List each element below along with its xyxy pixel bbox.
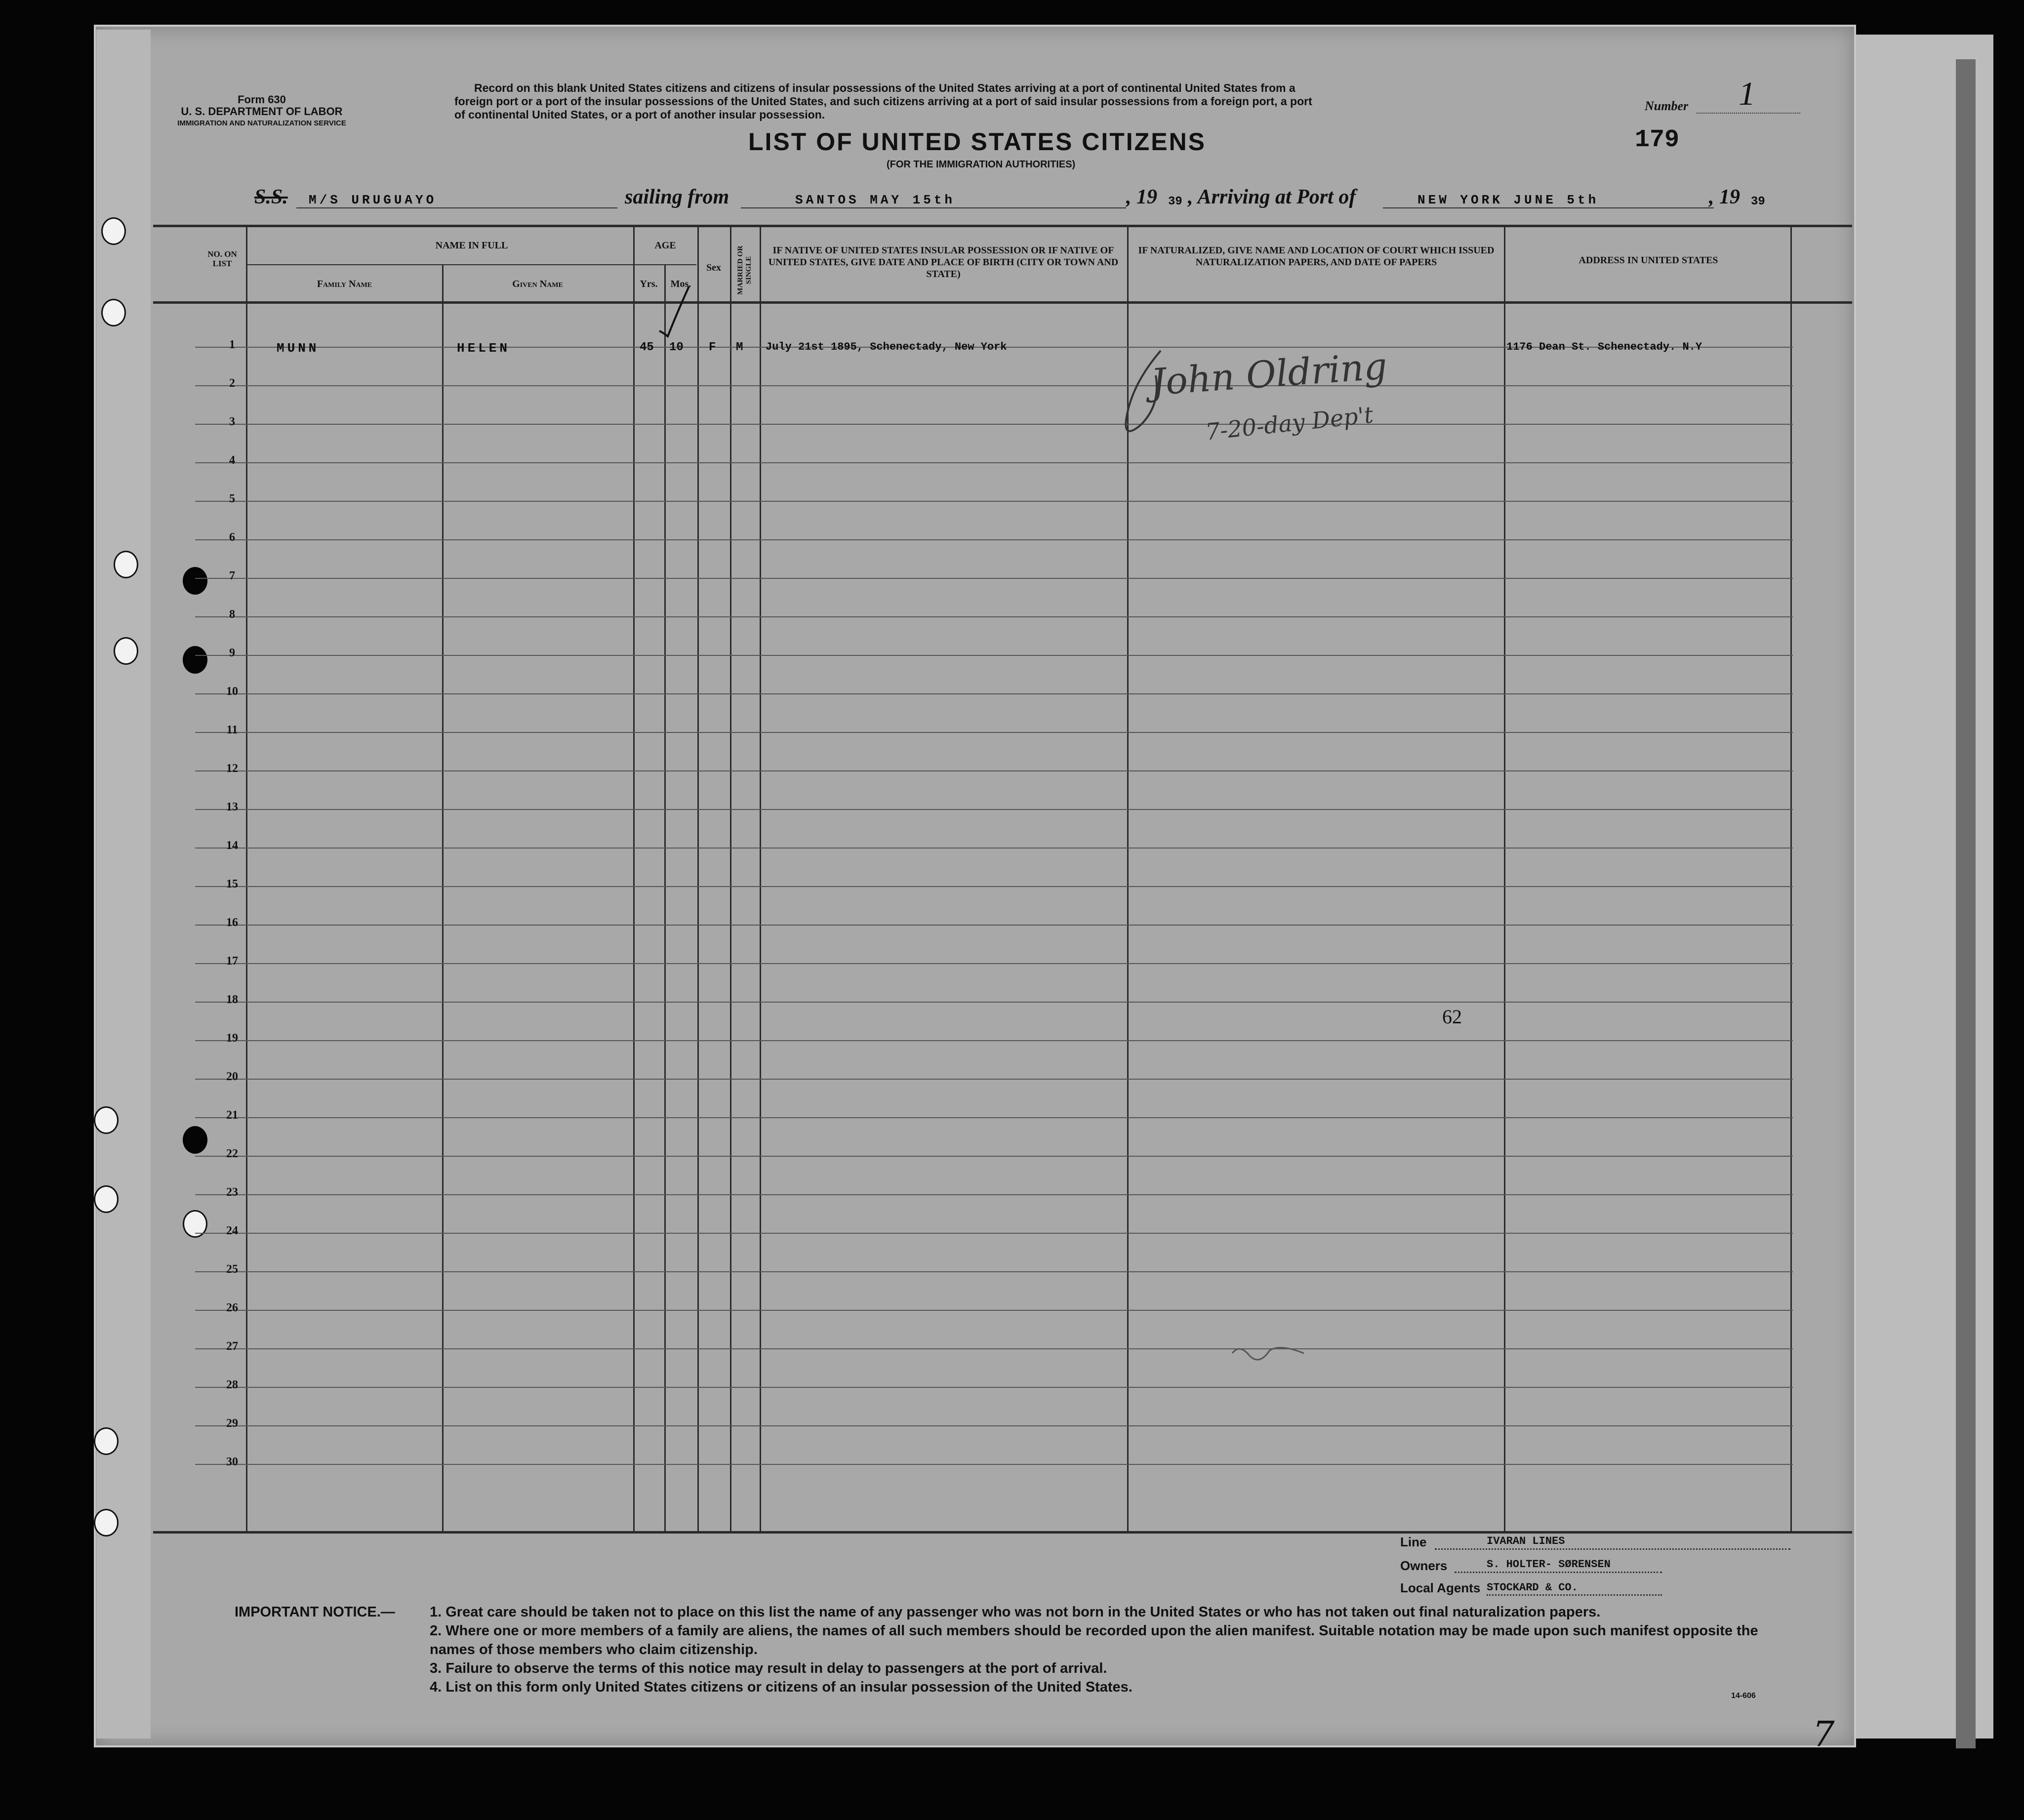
- line-label: Line: [1400, 1535, 1427, 1549]
- punch-hole: [183, 1126, 207, 1154]
- row-rule: [195, 1156, 1793, 1157]
- sailing-from: SANTOS MAY 15th: [795, 193, 956, 207]
- year-1: 39: [1168, 195, 1182, 208]
- col-head-birth: IF NATIVE OF UNITED STATES INSULAR POSSESSION OR IF NATIVE OF UNITED STATES, GIVE DATE AND PLACE OF BIRTH (CITY OR TOWN AND STATE): [768, 245, 1119, 280]
- row-number: 8: [229, 608, 235, 621]
- punch-hole: [94, 1106, 119, 1134]
- col-divider: [1504, 225, 1505, 1534]
- row-number: 10: [226, 685, 238, 698]
- notice-item: 4. List on this form only United States citizens or citizens of an insular possession of the United States.: [430, 1679, 1133, 1695]
- number-label: Number: [1645, 99, 1689, 113]
- row-rule: [195, 1194, 1793, 1195]
- row-rule: [195, 1002, 1793, 1003]
- row-number: 4: [229, 454, 235, 467]
- row-number: 19: [226, 1032, 238, 1045]
- row-rule: [195, 1040, 1793, 1041]
- row-number: 26: [226, 1301, 238, 1314]
- row-number: 27: [226, 1340, 238, 1353]
- owners-value: S. HOLTER- SØRENSEN: [1487, 1558, 1611, 1571]
- punch-hole: [114, 637, 138, 665]
- sailing-label: sailing from: [625, 186, 729, 208]
- row-rule: [195, 809, 1793, 810]
- col-head-age: AGE: [654, 240, 676, 251]
- row-number: 20: [226, 1070, 238, 1083]
- notice-item: 1. Great care should be taken not to place on this list the name of any passenger who was not born in the United States or who has not taken out final naturalization papers.: [430, 1604, 1601, 1620]
- check-mark-icon: [657, 284, 691, 338]
- col-divider: [633, 225, 635, 1534]
- punch-hole: [101, 299, 126, 326]
- row-number: 5: [229, 492, 235, 505]
- row-rule: [195, 424, 1793, 425]
- handwritten-signature: John Oldring: [1149, 345, 1389, 404]
- punch-hole: [183, 567, 207, 595]
- sheet-number: 179: [1635, 126, 1680, 154]
- owners-dots: [1455, 1572, 1662, 1573]
- form-agency-block: [158, 94, 365, 129]
- year-prefix-2: , 19: [1709, 186, 1740, 208]
- row-number: 13: [226, 801, 238, 813]
- punch-hole: [94, 1427, 119, 1455]
- cell-age-yrs: 45: [640, 341, 654, 354]
- cell-age-mos: 10: [669, 341, 684, 354]
- row-number: 9: [229, 647, 235, 659]
- intro-line: Record on this blank United States citizens and citizens of insular possessions of the United States arriving at a port of continental United States from a: [474, 81, 1295, 94]
- line-value: IVARAN LINES: [1487, 1535, 1565, 1547]
- row-number: 25: [226, 1263, 238, 1276]
- row-number: 18: [226, 993, 238, 1006]
- form-instructions: [454, 81, 1561, 121]
- header-bottom-border: [153, 301, 1852, 304]
- col-divider: [697, 225, 699, 1534]
- row-rule: [195, 1387, 1793, 1388]
- agents-label: Local Agents: [1400, 1580, 1481, 1595]
- row-rule: [195, 1310, 1793, 1311]
- row-number: 24: [226, 1224, 238, 1237]
- col-divider: [442, 264, 444, 1534]
- table-bottom-border: [153, 1531, 1852, 1534]
- col-divider: [1790, 225, 1792, 1534]
- row-rule: [195, 693, 1793, 694]
- form-subtitle: (FOR THE IMMIGRATION AUTHORITIES): [887, 159, 1076, 170]
- row-rule: [195, 462, 1793, 463]
- col-divider: [730, 225, 731, 1534]
- row-rule: [195, 1117, 1793, 1118]
- row-number: 30: [226, 1456, 238, 1468]
- row-number: 15: [226, 878, 238, 890]
- form-number: Form 630: [238, 93, 286, 106]
- row-rule: [195, 732, 1793, 733]
- notice-item: 3. Failure to observe the terms of this notice may result in delay to passengers at the port of arrival.: [430, 1660, 1107, 1676]
- ship-name: M/S URUGUAYO: [309, 193, 437, 207]
- row-rule: [195, 1233, 1793, 1234]
- intro-line: of continental United States, or a port of another insular possession.: [454, 108, 825, 121]
- row-rule: [195, 1271, 1793, 1272]
- cell-married: M: [736, 341, 743, 354]
- col-head-married: MARRIED OR SINGLE: [736, 245, 753, 295]
- row-number: 6: [229, 531, 235, 544]
- col-divider: [760, 225, 761, 1534]
- cell-sex: F: [709, 341, 716, 354]
- col-head-family: Family Name: [317, 279, 372, 289]
- row-number: 12: [226, 762, 238, 775]
- form-title: LIST OF UNITED STATES CITIZENS: [748, 128, 1207, 156]
- row-number: 3: [229, 415, 235, 428]
- cell-address: 1176 Dean St. Schenectady. N.Y: [1506, 341, 1702, 353]
- col-head-sex: Sex: [706, 262, 721, 273]
- service-name: IMMIGRATION AND NATURALIZATION SERVICE: [177, 119, 346, 127]
- faint-scribble-icon: [1230, 1338, 1309, 1368]
- cell-birth: July 21st 1895, Schenectady, New York: [766, 341, 1007, 353]
- cell-given-name: HELEN: [457, 341, 511, 356]
- row-rule: [195, 501, 1793, 502]
- corner-mark: 7: [1813, 1714, 1835, 1754]
- col-head-name: NAME IN FULL: [435, 240, 508, 251]
- agents-dots: [1487, 1594, 1662, 1596]
- page-back-edge: [1956, 59, 1976, 1748]
- arriving-port: NEW YORK JUNE 5th: [1417, 193, 1599, 207]
- punch-hole: [101, 217, 126, 245]
- row-number: 21: [226, 1109, 238, 1122]
- row-rule: [195, 1348, 1793, 1349]
- sailing-line: [741, 207, 1126, 208]
- row-rule: [195, 848, 1793, 849]
- row-rule: [195, 1425, 1793, 1426]
- arriving-line: [1383, 207, 1714, 208]
- row-number: 22: [226, 1147, 238, 1160]
- col-head-yrs: Yrs.: [640, 279, 658, 289]
- intro-line: foreign port or a port of the insular possessions of the United States, and such citizens arriving at a port of said insular possessions from a foreign port, a port: [454, 95, 1312, 108]
- agents-value: STOCKARD & CO.: [1487, 1581, 1578, 1594]
- stamp-number: 62: [1442, 1006, 1462, 1028]
- col-head-address: ADDRESS IN UNITED STATES: [1579, 255, 1718, 266]
- row-rule: [195, 539, 1793, 540]
- col-head-naturalized: IF NATURALIZED, GIVE NAME AND LOCATION OF COURT WHICH ISSUED NATURALIZATION PAPERS, AND DATE OF PAPERS: [1138, 245, 1495, 268]
- name-subheader-line: [247, 264, 696, 265]
- row-number: 2: [229, 377, 235, 390]
- row-number: 28: [226, 1378, 238, 1391]
- year-2: 39: [1751, 195, 1765, 208]
- row-rule: [195, 886, 1793, 887]
- col-head-mos: Mos.: [670, 279, 691, 289]
- department-name: U. S. DEPARTMENT OF LABOR: [181, 105, 343, 118]
- col-head-no: NO. ON LIST: [207, 249, 237, 268]
- notice-item: 2. Where one or more members of a family are aliens, the names of all such members should be recorded upon the alien manifest. Suitable notation may be made upon such manifest opposite the names of those members who claim citizenship.: [430, 1623, 1758, 1658]
- row-number: 23: [226, 1186, 238, 1199]
- form-code: 14-606: [1731, 1692, 1756, 1700]
- year-prefix-1: , 19: [1126, 186, 1157, 208]
- row-rule: [195, 1079, 1793, 1080]
- ship-name-line: [296, 207, 617, 208]
- row-rule: [195, 1464, 1793, 1465]
- line-dots: [1435, 1548, 1790, 1550]
- row-rule: [195, 385, 1793, 386]
- page-left-margin: [96, 30, 151, 1739]
- arriving-label: , Arriving at Port of: [1188, 186, 1356, 208]
- notice-heading: IMPORTANT NOTICE.—: [235, 1604, 395, 1620]
- ship-prefix: S.S.: [254, 186, 288, 208]
- signature-flourish-icon: [1111, 346, 1171, 445]
- row-rule: [195, 963, 1793, 964]
- punch-hole: [94, 1509, 119, 1537]
- table-top-border: [153, 225, 1852, 227]
- punch-hole: [183, 646, 207, 674]
- row-number: 1: [229, 338, 235, 351]
- row-rule: [195, 925, 1793, 926]
- col-divider: [664, 264, 666, 1534]
- handwritten-date: 7-20-day Dep't: [1204, 401, 1375, 445]
- row-number: 16: [226, 916, 238, 929]
- row-rule: [195, 616, 1793, 617]
- punch-hole: [94, 1185, 119, 1213]
- row-number: 29: [226, 1417, 238, 1430]
- row-number: 11: [226, 724, 238, 736]
- col-head-given: Given Name: [512, 279, 563, 289]
- row-number: 14: [226, 839, 238, 852]
- row-number: 17: [226, 955, 238, 968]
- row-number: 7: [229, 569, 235, 582]
- cell-family-name: MUNN: [277, 341, 320, 356]
- number-value: 1: [1739, 75, 1755, 112]
- punch-hole: [114, 551, 138, 578]
- row-rule: [195, 578, 1793, 579]
- row-rule: [195, 770, 1793, 771]
- row-rule: [195, 655, 1793, 656]
- owners-label: Owners: [1400, 1558, 1448, 1573]
